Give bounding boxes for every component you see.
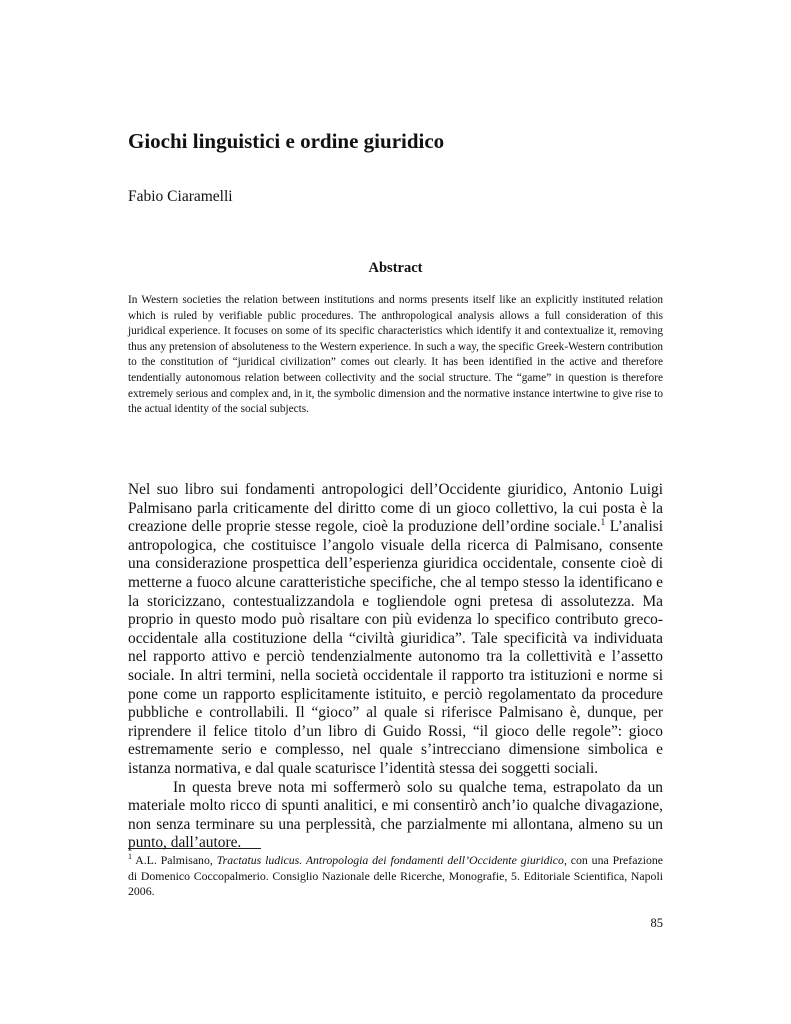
footnote-text-before: A.L. Palmisano, (132, 853, 217, 867)
article-title: Giochi linguistici e ordine giuridico (128, 129, 445, 153)
footnote-marker: 1 (128, 852, 132, 862)
abstract-heading: Abstract (368, 260, 423, 276)
body-paragraph-1-part-b: L’analisi antropologica, che costituisce l’angolo visuale della ricerca di Palmisano, consente una considerazione prospettica dell’esperienza giuridica occidentale, consente cioè di metterne a fuoco alcune caratteristiche specifiche, che al tempo stesso la identificano e la storicizzano, contestualizzandola e togliendole ogni pretesa di assolutezza. Ma proprio in questo modo può risaltare con più evidenza lo specifico contributo greco-occidentale alla costituzione della “civiltà giuridica”. Tale specificità va individuata nel rapporto attivo e perciò tendenzialmente autonomo tra la collettività e l’assetto sociale. In altri termini, nella società occidentale il rapporto tra istituzioni e norme si pone come un rapporto esplicitamente istituito, e perciò regolamentato da procedure pubbliche e controllabili. Il “gioco” al quale si riferisce Palmisano è, dunque, per riprendere il felice titolo d’un libro di Guido Rossi, “il gioco delle regole”: gioco estremamente serio e complesso, nel quale s’intrecciano dimensione simbolica e istanza normativa, e dal quale scaturisce l’identità stessa dei soggetti sociali. (128, 518, 663, 777)
article-author: Fabio Ciaramelli (128, 188, 233, 205)
footnote-separator (128, 848, 261, 849)
footnote-book-title: Tractatus ludicus. Antropologia dei fondamenti dell’Occidente giuridico (216, 853, 564, 867)
abstract-text: In Western societies the relation between institutions and norms presents itself like an explicitly instituted relation which is ruled by verifiable public procedures. The anthropological analysis allows a full consideration of this juridical experience. It focuses on some of its specific characteristics which identify it and contextualize it, removing thus any pretension of absoluteness to the Western experience. In such a way, the specific Greek-Western contribution to the constitution of “juridical civilization” comes out clearly. It has been identified in the active and therefore tendentially autonomous relation between collectivity and the social structure. The “game” in question is therefore extremely serious and complex and, in it, the symbolic dimension and the normative instance intertwine to give rise to the actual identity of the social subjects. (128, 294, 663, 416)
page-number: 85 (650, 916, 663, 930)
body-paragraph-2: In questa breve nota mi soffermerò solo su qualche tema, estrapolato da un materiale molto ricco di spunti analitici, e mi consentirò anch’io qualche divagazione, non senza terminare su una perplessità, che parzialmente mi allontana, almeno su un punto, dall’autore. (128, 778, 663, 852)
body-paragraph-1 (128, 481, 663, 779)
body-paragraph-1-part-a: Nel suo libro sui fondamenti antropologici dell’Occidente giuridico, Antonio Luigi Palmisano parla criticamente del diritto come di un gioco collettivo, la cui posta è la creazione delle proprie stesse regole, cioè la produzione dell’ordine sociale. (128, 481, 663, 536)
footnote-text-after: , con una Prefazione di Domenico Coccopalmerio. Consiglio Nazionale delle Ricerche, Monografie, 5. Editoriale Scientifica, Napoli 2006. (128, 853, 664, 899)
footnote-reference[interactable]: 1 (600, 517, 606, 528)
footnote-1 (128, 853, 663, 900)
article-body (128, 481, 663, 853)
